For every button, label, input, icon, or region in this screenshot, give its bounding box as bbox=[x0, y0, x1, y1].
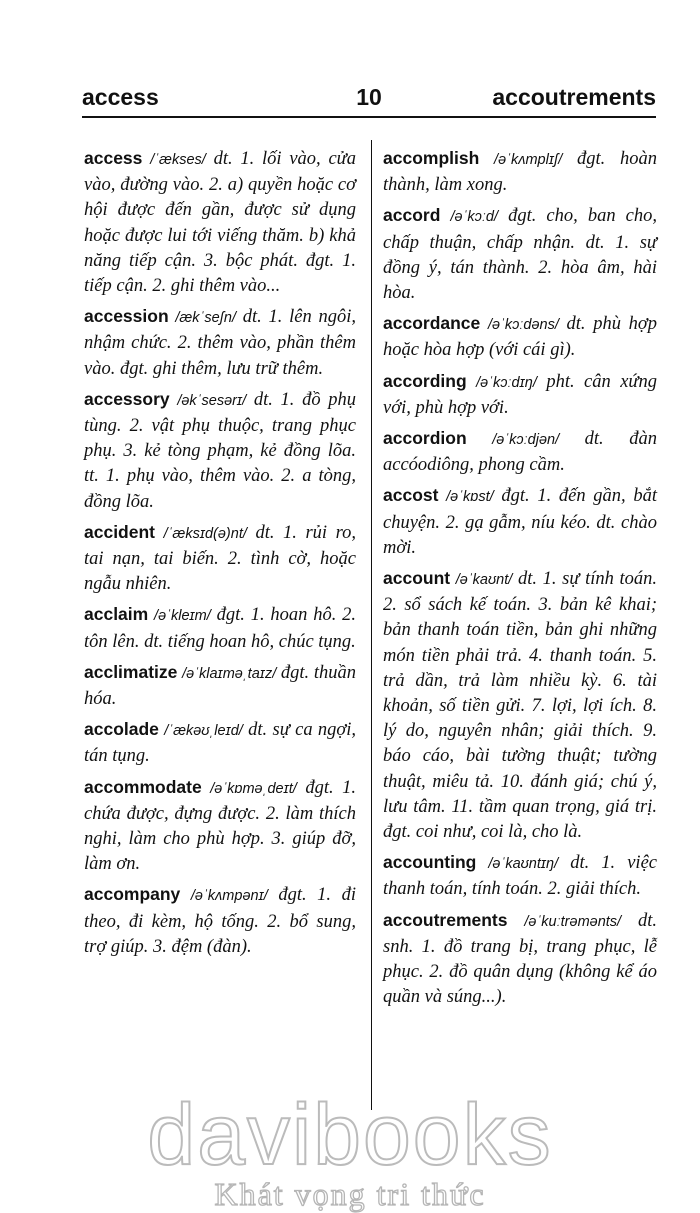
dictionary-entry bbox=[84, 387, 356, 515]
definition: dt. đàn accóodiông, phong cầm. bbox=[383, 429, 657, 476]
dictionary-entry bbox=[383, 203, 657, 306]
definition: đgt. 1. hoan hô. 2. tôn lên. dt. tiếng hoan hô, chúc tụng. bbox=[84, 605, 357, 652]
right-guideword: accoutrements bbox=[492, 84, 656, 110]
headword: access bbox=[84, 148, 143, 168]
definition: đgt. 1. chứa được, đựng được. 2. làm thích nghi, làm cho phù hợp. 3. giúp đỡ, làm ơn. bbox=[84, 777, 357, 875]
pronunciation: /əˈkɒməˌdeɪt/ bbox=[210, 780, 297, 797]
dictionary-entry bbox=[383, 908, 657, 1011]
definition: đgt. 1. đi theo, đi kèm, hộ tống. 2. bổ sung, trợ giúp. 3. đệm (đàn). bbox=[84, 885, 357, 957]
pronunciation: /əˈkɔːd/ bbox=[450, 209, 499, 226]
column-divider bbox=[371, 140, 372, 1110]
pronunciation: /əkˈsesərɪ/ bbox=[177, 392, 247, 409]
definition: dt. 1. lối vào, cửa vào, đường vào. 2. a) quyền hoặc cơ hội được đến gần, được sử dụng hoặc được lui tới viếng thăm. b) khả năng tiếp cận. 3. bộc phát. đgt. 1. tiếp cận. 2. ghi thêm vào... bbox=[84, 149, 356, 297]
pronunciation: /ˈækses/ bbox=[150, 152, 206, 168]
pronunciation: /əˈkʌmplɪʃ/ bbox=[494, 152, 563, 168]
headword: according bbox=[383, 370, 467, 391]
headword: accomplish bbox=[383, 148, 480, 168]
headword: accost bbox=[383, 485, 439, 506]
headword: accounting bbox=[383, 852, 477, 873]
headword: acclimatize bbox=[84, 661, 178, 682]
pronunciation: /əˈkɔːdəns/ bbox=[487, 317, 559, 334]
definition: đgt. hoàn thành, làm xong. bbox=[383, 149, 658, 196]
definition: dt. 1. việc thanh toán, tính toán. 2. giải thích. bbox=[383, 853, 657, 900]
dictionary-entry bbox=[383, 369, 657, 421]
headword: accoutrements bbox=[383, 909, 508, 930]
pronunciation: /əˈkɔːdjən/ bbox=[492, 432, 560, 449]
definition: dt. snh. 1. đồ trang bị, trang phục, lễ phục. 2. đồ quân dụng (không kể áo quần và súng...). bbox=[383, 910, 657, 1008]
headword: accolade bbox=[84, 719, 159, 740]
definition: pht. cân xứng với, phù hợp với. bbox=[383, 371, 658, 418]
definition: dt. 1. lên ngôi, nhậm chức. 2. thêm vào, phần thêm vào. đgt. ghi thêm, lưu trữ thêm. bbox=[84, 307, 357, 379]
headword: accessory bbox=[84, 388, 170, 409]
headword: accordion bbox=[383, 428, 467, 449]
dictionary-entry bbox=[84, 146, 356, 299]
left-guideword: access bbox=[82, 84, 159, 110]
pronunciation: /əˈkaʊnt/ bbox=[455, 572, 513, 589]
definition: dt. 1. đồ phụ tùng. 2. vật phụ thuộc, trang phục phụ. 3. kẻ tòng phạm, kẻ đồng lõa. tt. 1. phụ vào, thêm vào. 2. a tòng, đồng lõa. bbox=[84, 389, 357, 512]
headword: accordance bbox=[383, 313, 481, 334]
right-column bbox=[383, 146, 657, 1016]
definition: đgt. thuần hóa. bbox=[84, 662, 357, 710]
pronunciation: /əˈkʌmpənɪ/ bbox=[190, 888, 268, 905]
dictionary-entry bbox=[383, 483, 657, 561]
dictionary-entry bbox=[84, 882, 356, 960]
dictionary-entry bbox=[383, 850, 657, 902]
headword: accompany bbox=[84, 884, 181, 905]
pronunciation: /ˈækəʊˌleɪd/ bbox=[164, 723, 243, 740]
definition: dt. 1. rủi ro, tai nạn, tai biến. 2. tình cờ, hoặc ngẫu nhiên. bbox=[84, 522, 356, 595]
pronunciation: /əˈkɒst/ bbox=[446, 489, 494, 506]
definition: dt. phù hợp hoặc hòa hợp (với cái gì). bbox=[383, 314, 658, 361]
headword: acclaim bbox=[84, 604, 149, 625]
dictionary-entry bbox=[383, 146, 657, 198]
definition: đgt. 1. đến gần, bắt chuyện. 2. gạ gẫm, níu kéo. dt. chào mời. bbox=[383, 486, 657, 558]
page-number: 10 bbox=[356, 84, 382, 110]
left-column bbox=[84, 146, 356, 965]
pronunciation: /ækˈseʃn/ bbox=[175, 310, 237, 327]
dictionary-entry bbox=[84, 775, 356, 878]
pronunciation: /əˈkleɪm/ bbox=[154, 608, 211, 625]
headword: accident bbox=[84, 521, 155, 542]
headword: accord bbox=[383, 205, 441, 226]
pronunciation: /əˈkaʊntɪŋ/ bbox=[488, 856, 559, 873]
watermark bbox=[0, 1087, 700, 1213]
watermark-slogan: Khát vọng tri thức bbox=[214, 1176, 486, 1212]
dictionary-entry bbox=[84, 520, 356, 598]
dictionary-entry bbox=[383, 311, 657, 363]
dictionary-entry bbox=[383, 426, 657, 478]
definition: đgt. cho, ban cho, chấp thuận, chấp nhận. dt. 1. sự đồng ý, tán thành. 2. hòa âm, hài hòa. bbox=[383, 206, 658, 304]
headword: accession bbox=[84, 306, 169, 327]
pronunciation: /əˈkuːtrəmənts/ bbox=[524, 913, 622, 930]
headword: accommodate bbox=[84, 776, 202, 797]
page-header bbox=[82, 82, 656, 118]
dictionary-entry bbox=[84, 717, 356, 769]
definition: dt. 1. sự tính toán. 2. sổ sách kế toán. 3. bản kê khai; bản thanh toán tiền, bản ghi những món tiền phải trả. 4. thanh toán. 5. trả dần, trả làm nhiều kỳ. 6. tài khoản, số tiền gửi. 7. lợi, lợi ích. 8. lý do, nguyên nhân; giải thích. 9. báo cáo, bài tường thuật; tường thuật, miêu tả. 10. đánh giá; chú ý, lưu tâm. 11. tầm quan trọng, giá trị. đgt. coi như, coi là, cho là. bbox=[383, 569, 658, 843]
dictionary-entry bbox=[383, 566, 657, 845]
definition: dt. sự ca ngợi, tán tụng. bbox=[84, 720, 357, 767]
headword: account bbox=[383, 568, 451, 589]
dictionary-entry bbox=[84, 660, 356, 712]
watermark-brand: davibooks bbox=[147, 1087, 553, 1183]
pronunciation: /əˈkɔːdɪŋ/ bbox=[476, 374, 537, 391]
dictionary-entry bbox=[84, 602, 356, 654]
pronunciation: /əˈklaɪməˌtaɪz/ bbox=[182, 665, 277, 682]
pronunciation: /ˈæksɪd(ə)nt/ bbox=[163, 525, 247, 542]
dictionary-entry bbox=[84, 304, 356, 382]
